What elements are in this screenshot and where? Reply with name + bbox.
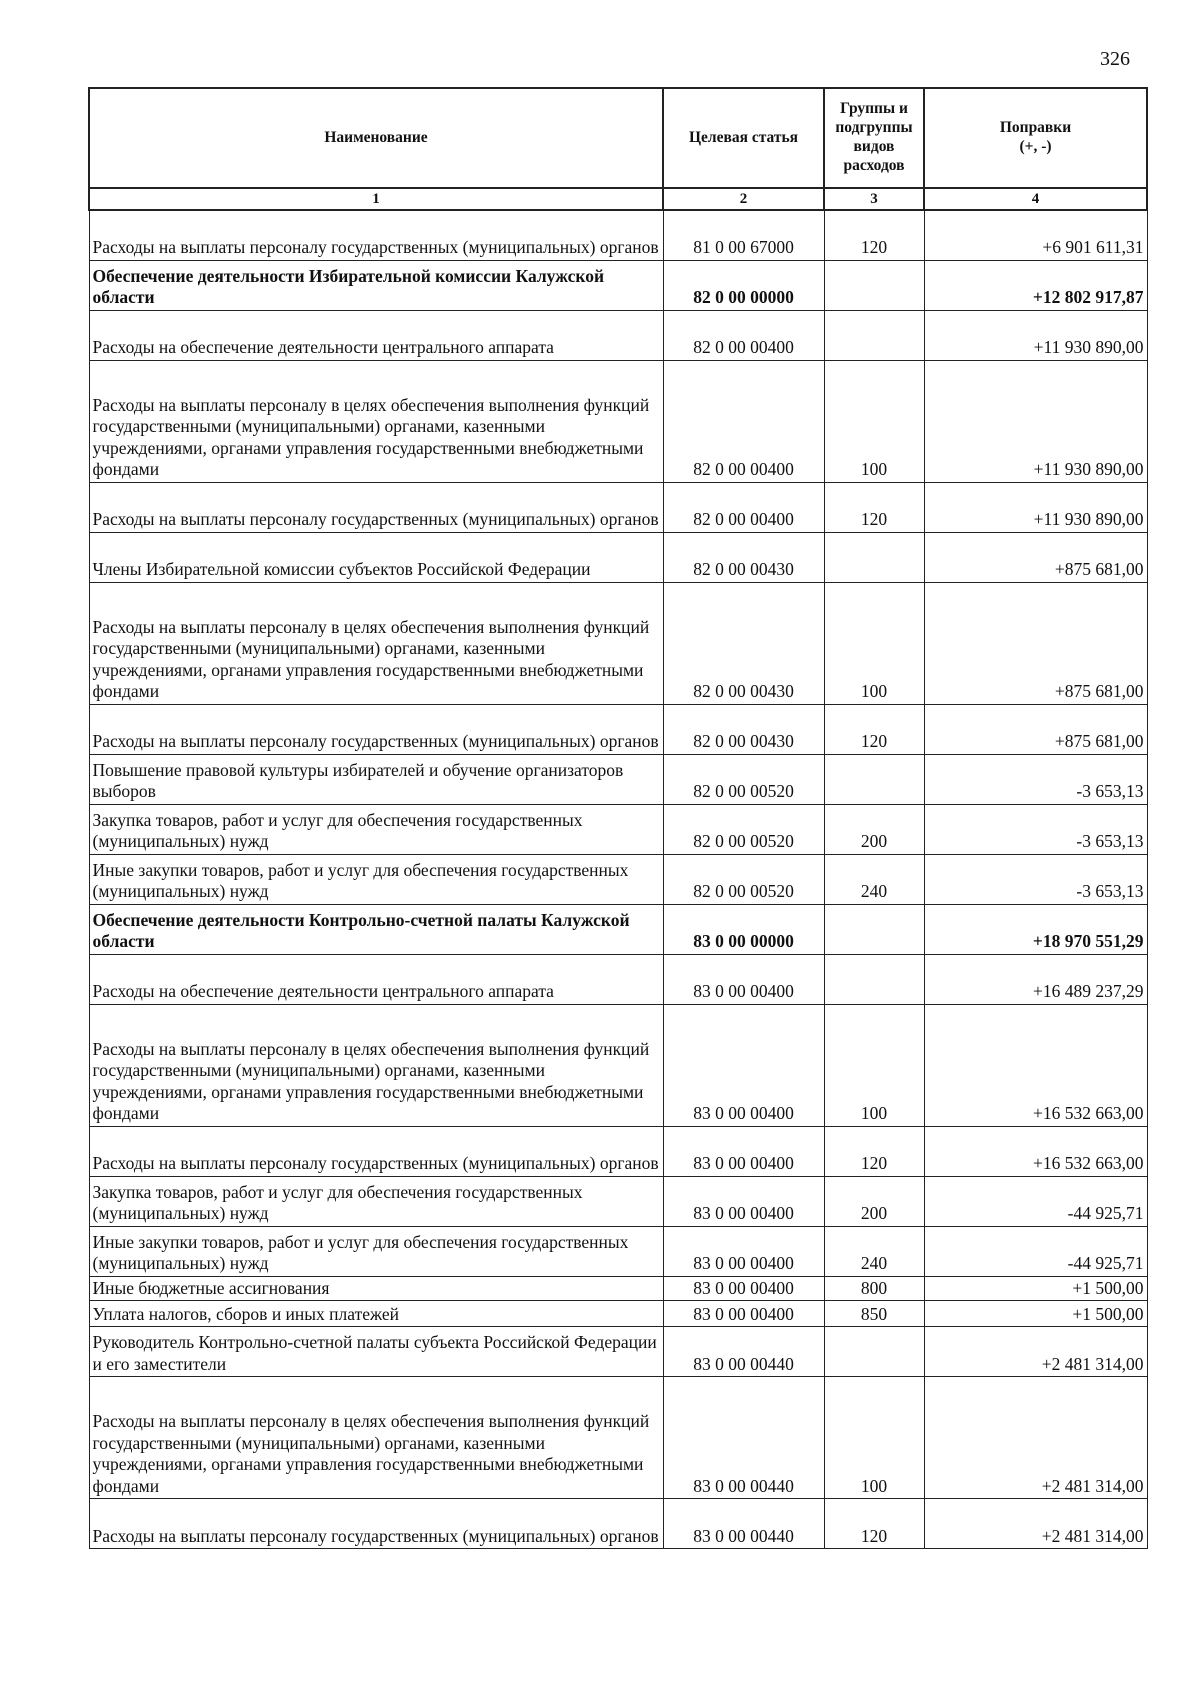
- row-expense-group: 120: [824, 704, 924, 754]
- row-target-code: 82 0 00 00400: [663, 482, 824, 532]
- header-name: Наименование: [89, 88, 663, 188]
- row-target-code: 83 0 00 00400: [663, 1176, 824, 1226]
- row-target-code: 83 0 00 00400: [663, 1276, 824, 1300]
- row-name: Закупка товаров, работ и услуг для обеспечения государственных (муниципальных) нужд: [89, 1176, 663, 1226]
- row-amount: +875 681,00: [924, 582, 1147, 704]
- table-row: [89, 1004, 1147, 1126]
- row-amount: +2 481 314,00: [924, 1376, 1147, 1498]
- row-amount: +12 802 917,87: [924, 260, 1147, 310]
- table-row: [89, 210, 1147, 260]
- row-target-code: 82 0 00 00430: [663, 704, 824, 754]
- row-name: Расходы на выплаты персоналу государственных (муниципальных) органов: [89, 210, 663, 260]
- budget-amendments-table: [88, 87, 1148, 1549]
- row-target-code: 83 0 00 00440: [663, 1326, 824, 1376]
- table-row: [89, 1126, 1147, 1176]
- row-amount: +875 681,00: [924, 532, 1147, 582]
- row-expense-group: 120: [824, 1126, 924, 1176]
- row-target-code: 83 0 00 00400: [663, 1300, 824, 1326]
- row-name: Расходы на выплаты персоналу государственных (муниципальных) органов: [89, 482, 663, 532]
- row-target-code: 82 0 00 00520: [663, 804, 824, 854]
- row-name: Расходы на выплаты персоналу в целях обеспечения выполнения функций государственными (муниципальными) органами, казенными учреждениями, органами управления государственными внебюджетными фондами: [89, 1004, 663, 1126]
- row-amount: +11 930 890,00: [924, 482, 1147, 532]
- row-expense-group: 120: [824, 210, 924, 260]
- row-expense-group: 200: [824, 804, 924, 854]
- row-target-code: 82 0 00 00400: [663, 360, 824, 482]
- row-name: Расходы на выплаты персоналу в целях обеспечения выполнения функций государственными (муниципальными) органами, казенными учреждениями, органами управления государственными внебюджетными фондами: [89, 1376, 663, 1498]
- table-row: [89, 854, 1147, 904]
- row-name: Руководитель Контрольно-счетной палаты субъекта Российской Федерации и его заместители: [89, 1326, 663, 1376]
- table-row: [89, 360, 1147, 482]
- column-number: 3: [824, 188, 924, 210]
- row-expense-group: [824, 1326, 924, 1376]
- header-amount-title: Поправки: [999, 119, 1072, 137]
- table-row: [89, 1300, 1147, 1326]
- table-row: [89, 1226, 1147, 1276]
- header-amount: [924, 88, 1147, 188]
- row-amount: +1 500,00: [924, 1300, 1147, 1326]
- row-target-code: 82 0 00 00520: [663, 854, 824, 904]
- row-name: Иные бюджетные ассигнования: [89, 1276, 663, 1300]
- row-expense-group: 100: [824, 582, 924, 704]
- row-name: Расходы на выплаты персоналу в целях обеспечения выполнения функций государственными (муниципальными) органами, казенными учреждениями, органами управления государственными внебюджетными фондами: [89, 582, 663, 704]
- table-row: [89, 482, 1147, 532]
- row-target-code: 83 0 00 00400: [663, 1226, 824, 1276]
- row-target-code: 83 0 00 00400: [663, 1126, 824, 1176]
- row-amount: +18 970 551,29: [924, 904, 1147, 954]
- row-name: Иные закупки товаров, работ и услуг для обеспечения государственных (муниципальных) нужд: [89, 854, 663, 904]
- row-name: Расходы на выплаты персоналу государственных (муниципальных) органов: [89, 1498, 663, 1548]
- row-amount: +875 681,00: [924, 704, 1147, 754]
- row-amount: +16 489 237,29: [924, 954, 1147, 1004]
- row-expense-group: 120: [824, 1498, 924, 1548]
- table-row: [89, 532, 1147, 582]
- table-row: [89, 582, 1147, 704]
- row-name: Повышение правовой культуры избирателей и обучение организаторов выборов: [89, 754, 663, 804]
- table-row: [89, 310, 1147, 360]
- table-header: [89, 88, 1147, 210]
- row-target-code: 82 0 00 00520: [663, 754, 824, 804]
- row-amount: +11 930 890,00: [924, 310, 1147, 360]
- table-row: [89, 1326, 1147, 1376]
- row-expense-group: [824, 310, 924, 360]
- row-expense-group: 100: [824, 360, 924, 482]
- header-amount-sign: (+, -): [1019, 138, 1052, 155]
- row-name: Уплата налогов, сборов и иных платежей: [89, 1300, 663, 1326]
- row-expense-group: 100: [824, 1376, 924, 1498]
- row-amount: -3 653,13: [924, 754, 1147, 804]
- row-amount: +6 901 611,31: [924, 210, 1147, 260]
- row-amount: -44 925,71: [924, 1176, 1147, 1226]
- table-row: [89, 1276, 1147, 1300]
- row-expense-group: 100: [824, 1004, 924, 1126]
- row-amount: +1 500,00: [924, 1276, 1147, 1300]
- table-body: [89, 210, 1147, 1548]
- row-name: Расходы на выплаты персоналу государственных (муниципальных) органов: [89, 704, 663, 754]
- row-target-code: 81 0 00 67000: [663, 210, 824, 260]
- row-expense-group: 800: [824, 1276, 924, 1300]
- row-name: Расходы на обеспечение деятельности центрального аппарата: [89, 310, 663, 360]
- row-expense-group: 850: [824, 1300, 924, 1326]
- row-amount: +2 481 314,00: [924, 1326, 1147, 1376]
- row-name: Члены Избирательной комиссии субъектов Российской Федерации: [89, 532, 663, 582]
- row-amount: +11 930 890,00: [924, 360, 1147, 482]
- row-name: Обеспечение деятельности Избирательной комиссии Калужской области: [89, 260, 663, 310]
- row-expense-group: [824, 954, 924, 1004]
- table-row: [89, 1498, 1147, 1548]
- row-target-code: 82 0 00 00430: [663, 582, 824, 704]
- column-number: 2: [663, 188, 824, 210]
- row-name: Закупка товаров, работ и услуг для обеспечения государственных (муниципальных) нужд: [89, 804, 663, 854]
- table-row: [89, 1176, 1147, 1226]
- row-target-code: 83 0 00 00400: [663, 1004, 824, 1126]
- row-target-code: 82 0 00 00430: [663, 532, 824, 582]
- row-target-code: 82 0 00 00400: [663, 310, 824, 360]
- column-number: 4: [924, 188, 1147, 210]
- row-name: Расходы на обеспечение деятельности центрального аппарата: [89, 954, 663, 1004]
- row-name: Расходы на выплаты персоналу в целях обеспечения выполнения функций государственными (муниципальными) органами, казенными учреждениями, органами управления государственными внебюджетными фондами: [89, 360, 663, 482]
- row-amount: +16 532 663,00: [924, 1004, 1147, 1126]
- row-expense-group: [824, 260, 924, 310]
- table-row: [89, 754, 1147, 804]
- row-name: Обеспечение деятельности Контрольно-счетной палаты Калужской области: [89, 904, 663, 954]
- row-amount: +16 532 663,00: [924, 1126, 1147, 1176]
- row-expense-group: [824, 754, 924, 804]
- table-row: [89, 1376, 1147, 1498]
- row-amount: -3 653,13: [924, 854, 1147, 904]
- table-row: [89, 954, 1147, 1004]
- row-amount: -44 925,71: [924, 1226, 1147, 1276]
- table-row: [89, 704, 1147, 754]
- header-code: Целевая статья: [663, 88, 824, 188]
- row-name: Иные закупки товаров, работ и услуг для обеспечения государственных (муниципальных) нужд: [89, 1226, 663, 1276]
- row-target-code: 83 0 00 00000: [663, 904, 824, 954]
- header-group: Группы и подгруппы видов расходов: [824, 88, 924, 188]
- row-amount: +2 481 314,00: [924, 1498, 1147, 1548]
- table-row: [89, 804, 1147, 854]
- row-expense-group: 120: [824, 482, 924, 532]
- row-target-code: 83 0 00 00440: [663, 1498, 824, 1548]
- page-number: 326: [1100, 48, 1130, 70]
- row-amount: -3 653,13: [924, 804, 1147, 854]
- row-target-code: 82 0 00 00000: [663, 260, 824, 310]
- row-expense-group: 240: [824, 854, 924, 904]
- row-expense-group: 240: [824, 1226, 924, 1276]
- row-expense-group: [824, 904, 924, 954]
- row-target-code: 83 0 00 00440: [663, 1376, 824, 1498]
- table-row: [89, 904, 1147, 954]
- row-target-code: 83 0 00 00400: [663, 954, 824, 1004]
- row-expense-group: [824, 532, 924, 582]
- row-name: Расходы на выплаты персоналу государственных (муниципальных) органов: [89, 1126, 663, 1176]
- row-expense-group: 200: [824, 1176, 924, 1226]
- column-number: 1: [89, 188, 663, 210]
- table-row: [89, 260, 1147, 310]
